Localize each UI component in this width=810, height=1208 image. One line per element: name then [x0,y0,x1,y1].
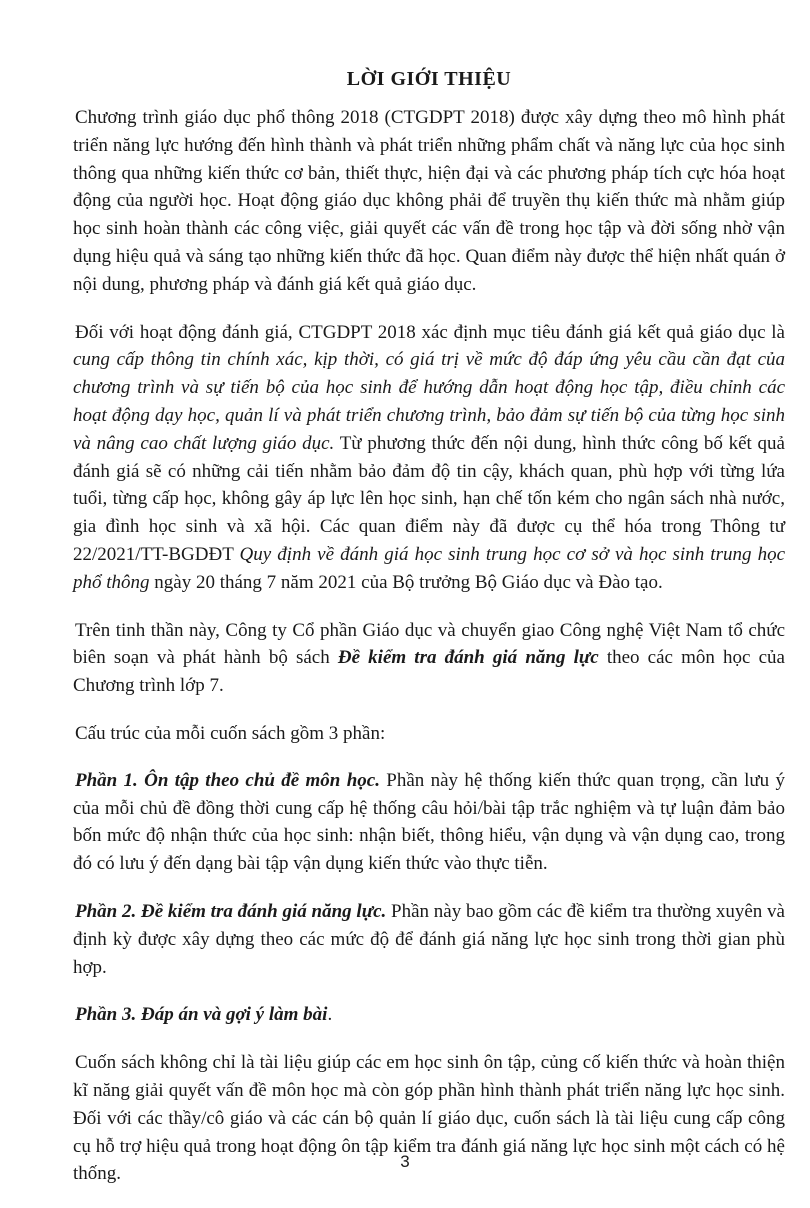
paragraph-part-2 [73,898,785,981]
publisher-text-a: Trên tinh thần này, Công ty Cổ phần Giáo dục và chuyển giao Công nghệ Việt Nam tổ chức biên soạn và phát hành bộ sách [73,619,785,669]
page-number: 3 [400,1152,410,1171]
paragraph-publisher [73,617,785,700]
publisher-text-c: theo các môn học của Chương trình lớp 7. [73,647,785,697]
assessment-text-c: Từ phương thức đến nội dung, hình thức công bố kết quả đánh giá sẽ có những cải tiến nhằm bảo đảm độ tin cậy, khách quan, phù hợp với từng lứa tuổi, từng cấp học, không gây áp lực lên học sinh, hạn chế tốn kém cho ngân sách nhà nước, gia đình học sinh và xã hội. Các quan điểm này đã được cụ thể hóa trong Thông tư 22/2021/TT-BGDĐT [73,432,785,565]
paragraph-assessment [73,319,785,597]
page-title: LỜI GIỚI THIỆU [346,68,512,90]
circular-title-italic: Quy định về đánh giá học sinh trung học cơ sở và học sinh trung học phổ thông [73,543,785,593]
assessment-text-e: ngày 20 tháng 7 năm 2021 của Bộ trưởng Bộ Giáo dục và Đào tạo. [149,571,663,593]
part-1-heading: Phần 1. Ôn tập theo chủ đề môn học. [75,769,380,791]
assessment-text-a: Đối với hoạt động đánh giá, CTGDPT 2018 xác định mục tiêu đánh giá kết quả giáo dục là [75,321,785,343]
paragraph-intro: Chương trình giáo dục phổ thông 2018 (CTGDPT 2018) được xây dựng theo mô hình phát triển năng lực hướng đến hình thành và phát triển những phẩm chất và năng lực của học sinh thông qua những kiến thức cơ bản, thiết thực, hiện đại và các phương pháp tích cực hóa hoạt động của người học. Hoạt động giáo dục không phải để truyền thụ kiến thức mà nhằm giúp học sinh hoàn thành các công việc, giải quyết các vấn đề trong học tập và đời sống nhờ vận dụng hiệu quả và sáng tạo những kiến thức đã học. Quan điểm này được thể hiện nhất quán ở nội dung, phương pháp và đánh giá kết quả giáo dục. [73,107,785,295]
document-page [73,68,785,1208]
paragraph-part-1 [73,767,785,878]
part-3-heading: Phần 3. Đáp án và gợi ý làm bài [75,1004,328,1026]
part-3-text: . [327,1004,333,1026]
paragraph-part-3 [73,1001,785,1029]
book-series-title: Đề kiểm tra đánh giá năng lực [337,647,599,669]
assessment-goal-italic: cung cấp thông tin chính xác, kịp thời, có giá trị về mức độ đáp ứng yêu cầu cần đạt của chương trình và sự tiến bộ của học sinh để hướng dẫn hoạt động học tập, điều chỉnh các hoạt động dạy học, quản lí và phát triển chương trình, bảo đảm sự tiến bộ của từng học sinh và nâng cao chất lượng giáo dục. [73,349,785,454]
part-1-text: Phần này hệ thống kiến thức quan trọng, cần lưu ý của mỗi chủ đề đồng thời cung cấp hệ thống câu hỏi/bài tập trắc nghiệm và tự luận đảm bảo bốn mức độ nhận thức của học sinh: nhận biết, thông hiểu, vận dụng và vận dụng cao, trong đó có lưu ý đến dạng bài tập vận dụng kiến thức vào thực tiễn. [73,769,785,875]
paragraph-structure: Cấu trúc của mỗi cuốn sách gồm 3 phần: [75,722,386,744]
part-2-text: Phần này bao gồm các đề kiểm tra thường xuyên và định kỳ được xây dựng theo các mức độ để đánh giá năng lực học sinh trong thời gian phù hợp. [73,900,785,978]
part-2-heading: Phần 2. Đề kiểm tra đánh giá năng lực. [75,900,387,922]
paragraph-conclusion: Cuốn sách không chỉ là tài liệu giúp các em học sinh ôn tập, củng cố kiến thức và hoàn thiện kĩ năng giải quyết vấn đề môn học mà còn góp phần hình thành phát triển năng lực học sinh. Đối với các thầy/cô giáo và các cán bộ quản lí giáo dục, cuốn sách là tài liệu cung cấp công cụ hỗ trợ hiệu quả trong hoạt động ôn tập kiểm tra đánh giá năng lực học sinh một cách có hệ thống. [73,1052,785,1185]
